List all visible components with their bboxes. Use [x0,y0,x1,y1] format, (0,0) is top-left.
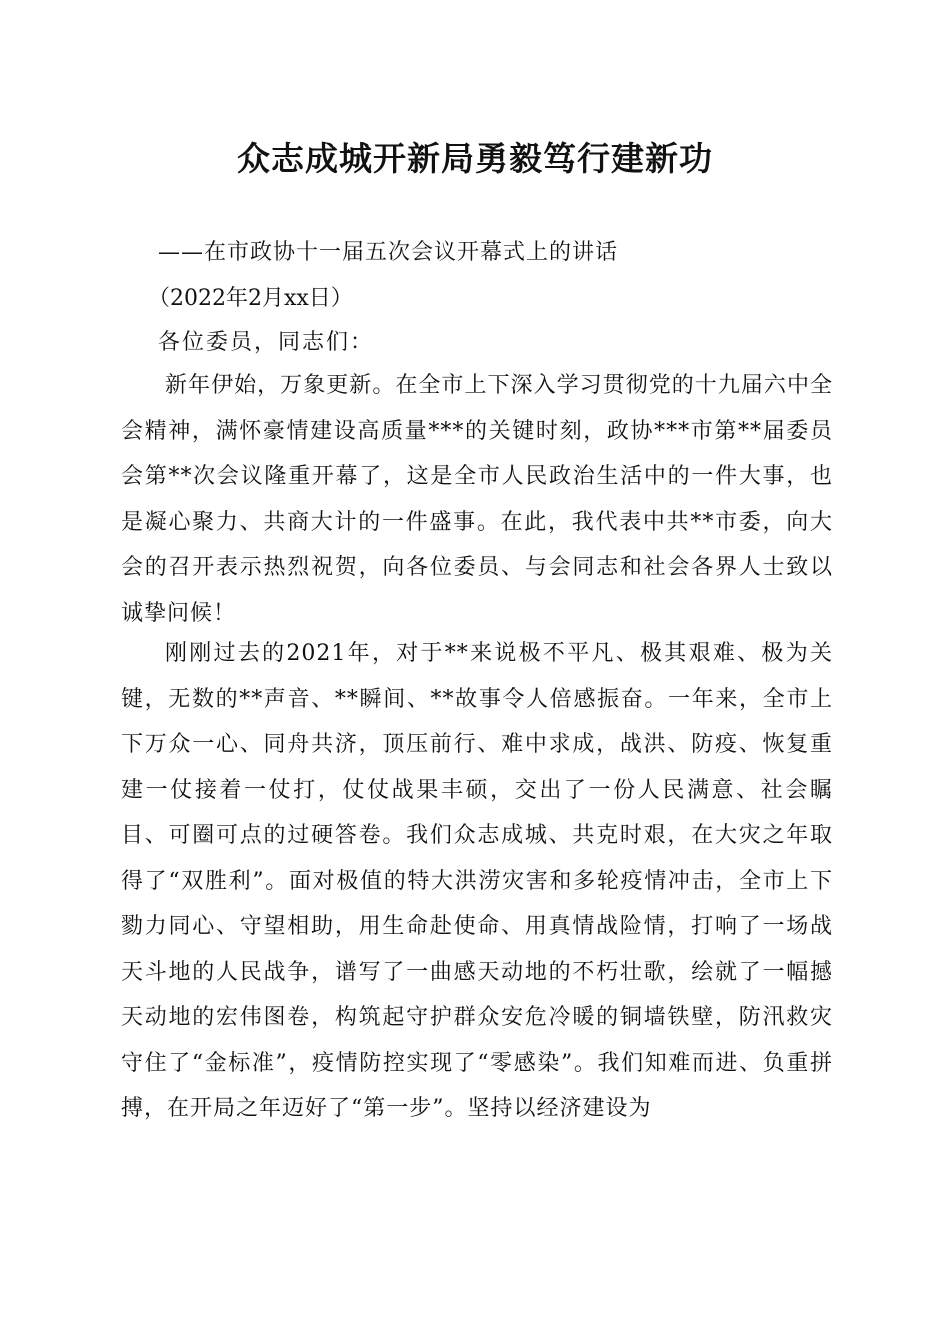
document-date: （2022年2月xx日） [148,286,353,311]
document-subtitle: ——在市政协十一届五次会议开幕式上的讲话 [158,240,619,265]
document-title: 众志成城开新局勇毅笃行建新功 [237,139,713,178]
body-paragraph-1: 新年伊始，万象更新。在全市上下深入学习贯彻党的十九届六中全会精神，满怀豪情建设高质量***的关键时刻，政协***市第**届委员会第**次会议隆重开幕了，这是全市人民政治生活中的一件大事，也是凝心聚力、共商大计的一件盛事。在此，我代表中共**市委，向大会的召开表示热烈祝贺，向各位委员、与会同志和社会各界人士致以诚挚问候！ [121,373,833,626]
body-paragraph-2: 刚刚过去的2021年，对于**来说极不平凡、极其艰难、极为关键，无数的**声音、**瞬间、**故事令人倍感振奋。一年来，全市上下万众一心、同舟共济，顶压前行、难中求成，战洪、防疫、恢复重建一仗接着一仗打，仗仗战果丰硕，交出了一份人民满意、社会瞩目、可圈可点的过硬答卷。我们众志成城、共克时艰，在大灾之年取得了“双胜利”。面对极值的特大洪涝灾害和多轮疫情冲击，全市上下勠力同心、守望相助，用生命赴使命、用真情战险情，打响了一场战天斗地的人民战争，谱写了一曲感天动地的不朽壮歌，绘就了一幅撼天动地的宏伟图卷，构筑起守护群众安危冷暖的铜墙铁壁，防汛救灾守住了“金标准”，疫情防控实现了“零感染”。我们知难而进、负重拼搏，在开局之年迈好了“第一步”。坚持以经济建设为 [121,641,833,1121]
greeting: 各位委员，同志们： [158,330,375,355]
